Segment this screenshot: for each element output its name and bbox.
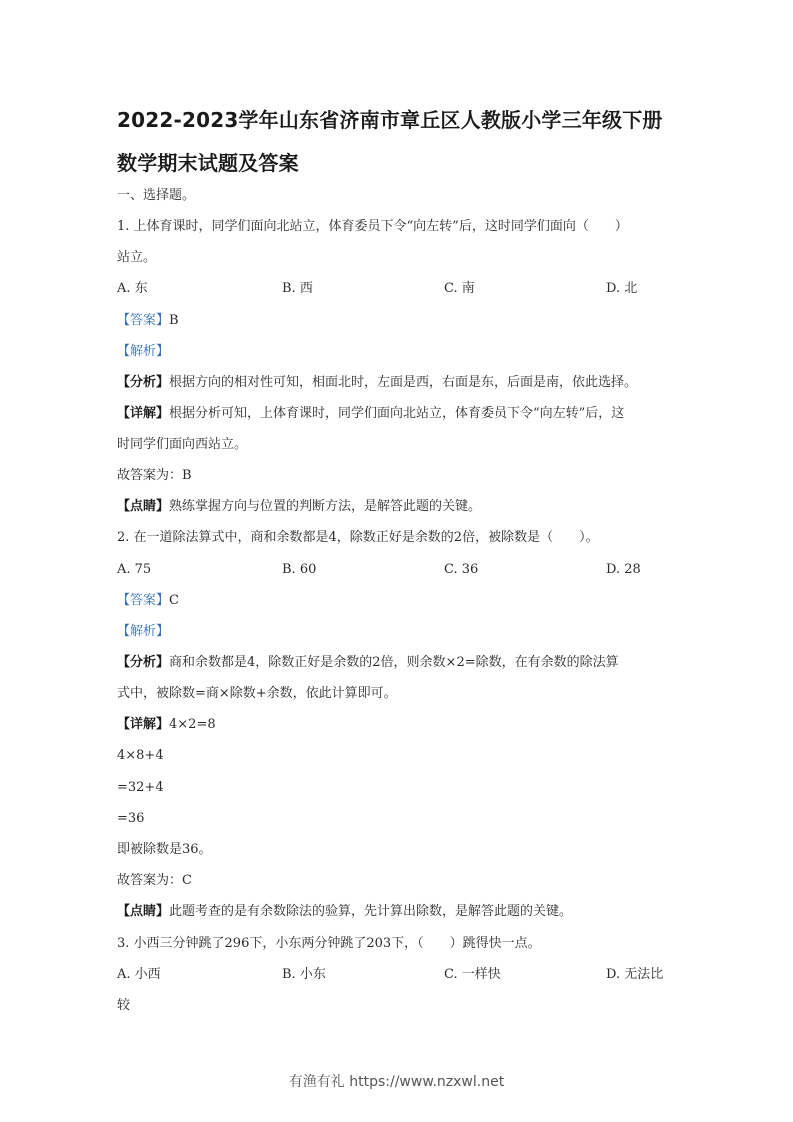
q1-xiangjie-line2: 时同学们面向西站立。 [117,437,248,452]
q1-stem-line2: 站立。 [117,250,157,265]
q1-analysis-tag: 【解析】 [117,344,170,359]
q1-fenxi [117,375,637,391]
dianjing-tag: 【点睛】 [117,499,170,514]
footer-watermark: 有渔有礼 https://www.nzxwl.net [288,1074,505,1090]
q2-analysis-tag: 【解析】 [117,624,170,639]
q3-option-b: B. 小东 [282,967,326,982]
q2-option-a: A. 75 [117,562,152,577]
q1-conclusion: 故答案为：B [117,468,192,483]
fenxi-text: 根据方向的相对性可知，相面北时，左面是西，右面是东，后面是南，依此选择。 [169,375,638,390]
q2-answer [117,593,179,609]
q3-option-c: C. 一样快 [444,967,501,982]
q2-stem: 2. 在一道除法算式中，商和余数都是4，除数正好是余数的2倍，被除数是（ ）。 [117,530,599,545]
q2-option-b: B. 60 [282,562,317,577]
q2-step-4: =36 [117,811,145,826]
xiangjie-tag: 【详解】 [117,717,170,732]
q1-answer [117,313,179,329]
q2-dianjing [117,904,572,920]
q2-step-2: 4×8+4 [117,748,164,763]
q3-option-d: D. 无法比 [606,967,664,982]
fenxi-tag: 【分析】 [117,375,170,390]
fenxi-tag: 【分析】 [117,655,170,670]
q3-option-a: A. 小西 [117,967,161,982]
doc-title-line1: 2022-2023学年山东省济南市章丘区人教版小学三年级下册 [117,108,663,132]
answer-tag: 【答案】 [117,313,170,328]
q2-option-d: D. 28 [606,562,641,577]
q2-option-c: C. 36 [444,562,479,577]
doc-title-line2: 数学期末试题及答案 [117,151,299,175]
q2-step-3: =32+4 [117,780,164,795]
q1-dianjing [117,499,481,515]
answer-value: B [169,313,179,328]
q2-fenxi [117,655,619,671]
q2-xiangjie [117,717,216,733]
q1-option-d: D. 北 [606,281,638,296]
q1-stem-line1: 1. 上体育课时，同学们面向北站立，体育委员下令“向左转”后，这时同学们面向（ ） [117,219,628,234]
dianjing-text: 熟练掌握方向与位置的判断方法，是解答此题的关键。 [169,499,482,514]
q2-conclusion: 故答案为：C [117,873,192,888]
section-heading: 一、选择题。 [117,188,196,203]
dianjing-text: 此题考查的是有余数除法的验算，先计算出除数，是解答此题的关键。 [169,904,573,919]
q2-fenxi-line2: 式中，被除数=商×除数+余数，依此计算即可。 [117,686,397,701]
xiangjie-tag: 【详解】 [117,406,170,421]
xiangjie-text: 根据分析可知，上体育课时，同学们面向北站立，体育委员下令“向左转”后，这 [169,406,625,421]
q1-option-a: A. 东 [117,281,148,296]
answer-tag: 【答案】 [117,593,170,608]
dianjing-tag: 【点睛】 [117,904,170,919]
q1-option-b: B. 西 [282,281,313,296]
q3-stem: 3. 小西三分钟跳了296下，小东两分钟跳了203下，（ ）跳得快一点。 [117,936,541,951]
answer-value: C [169,593,179,608]
q3-option-d-wrap: 较 [117,998,131,1013]
q1-option-c: C. 南 [444,281,475,296]
q1-xiangjie [117,406,624,422]
fenxi-text: 商和余数都是4，除数正好是余数的2倍，则余数×2=除数，在有余数的除法算 [169,655,619,670]
step-text: 4×2=8 [169,717,216,732]
q2-step-5: 即被除数是36。 [117,842,212,857]
